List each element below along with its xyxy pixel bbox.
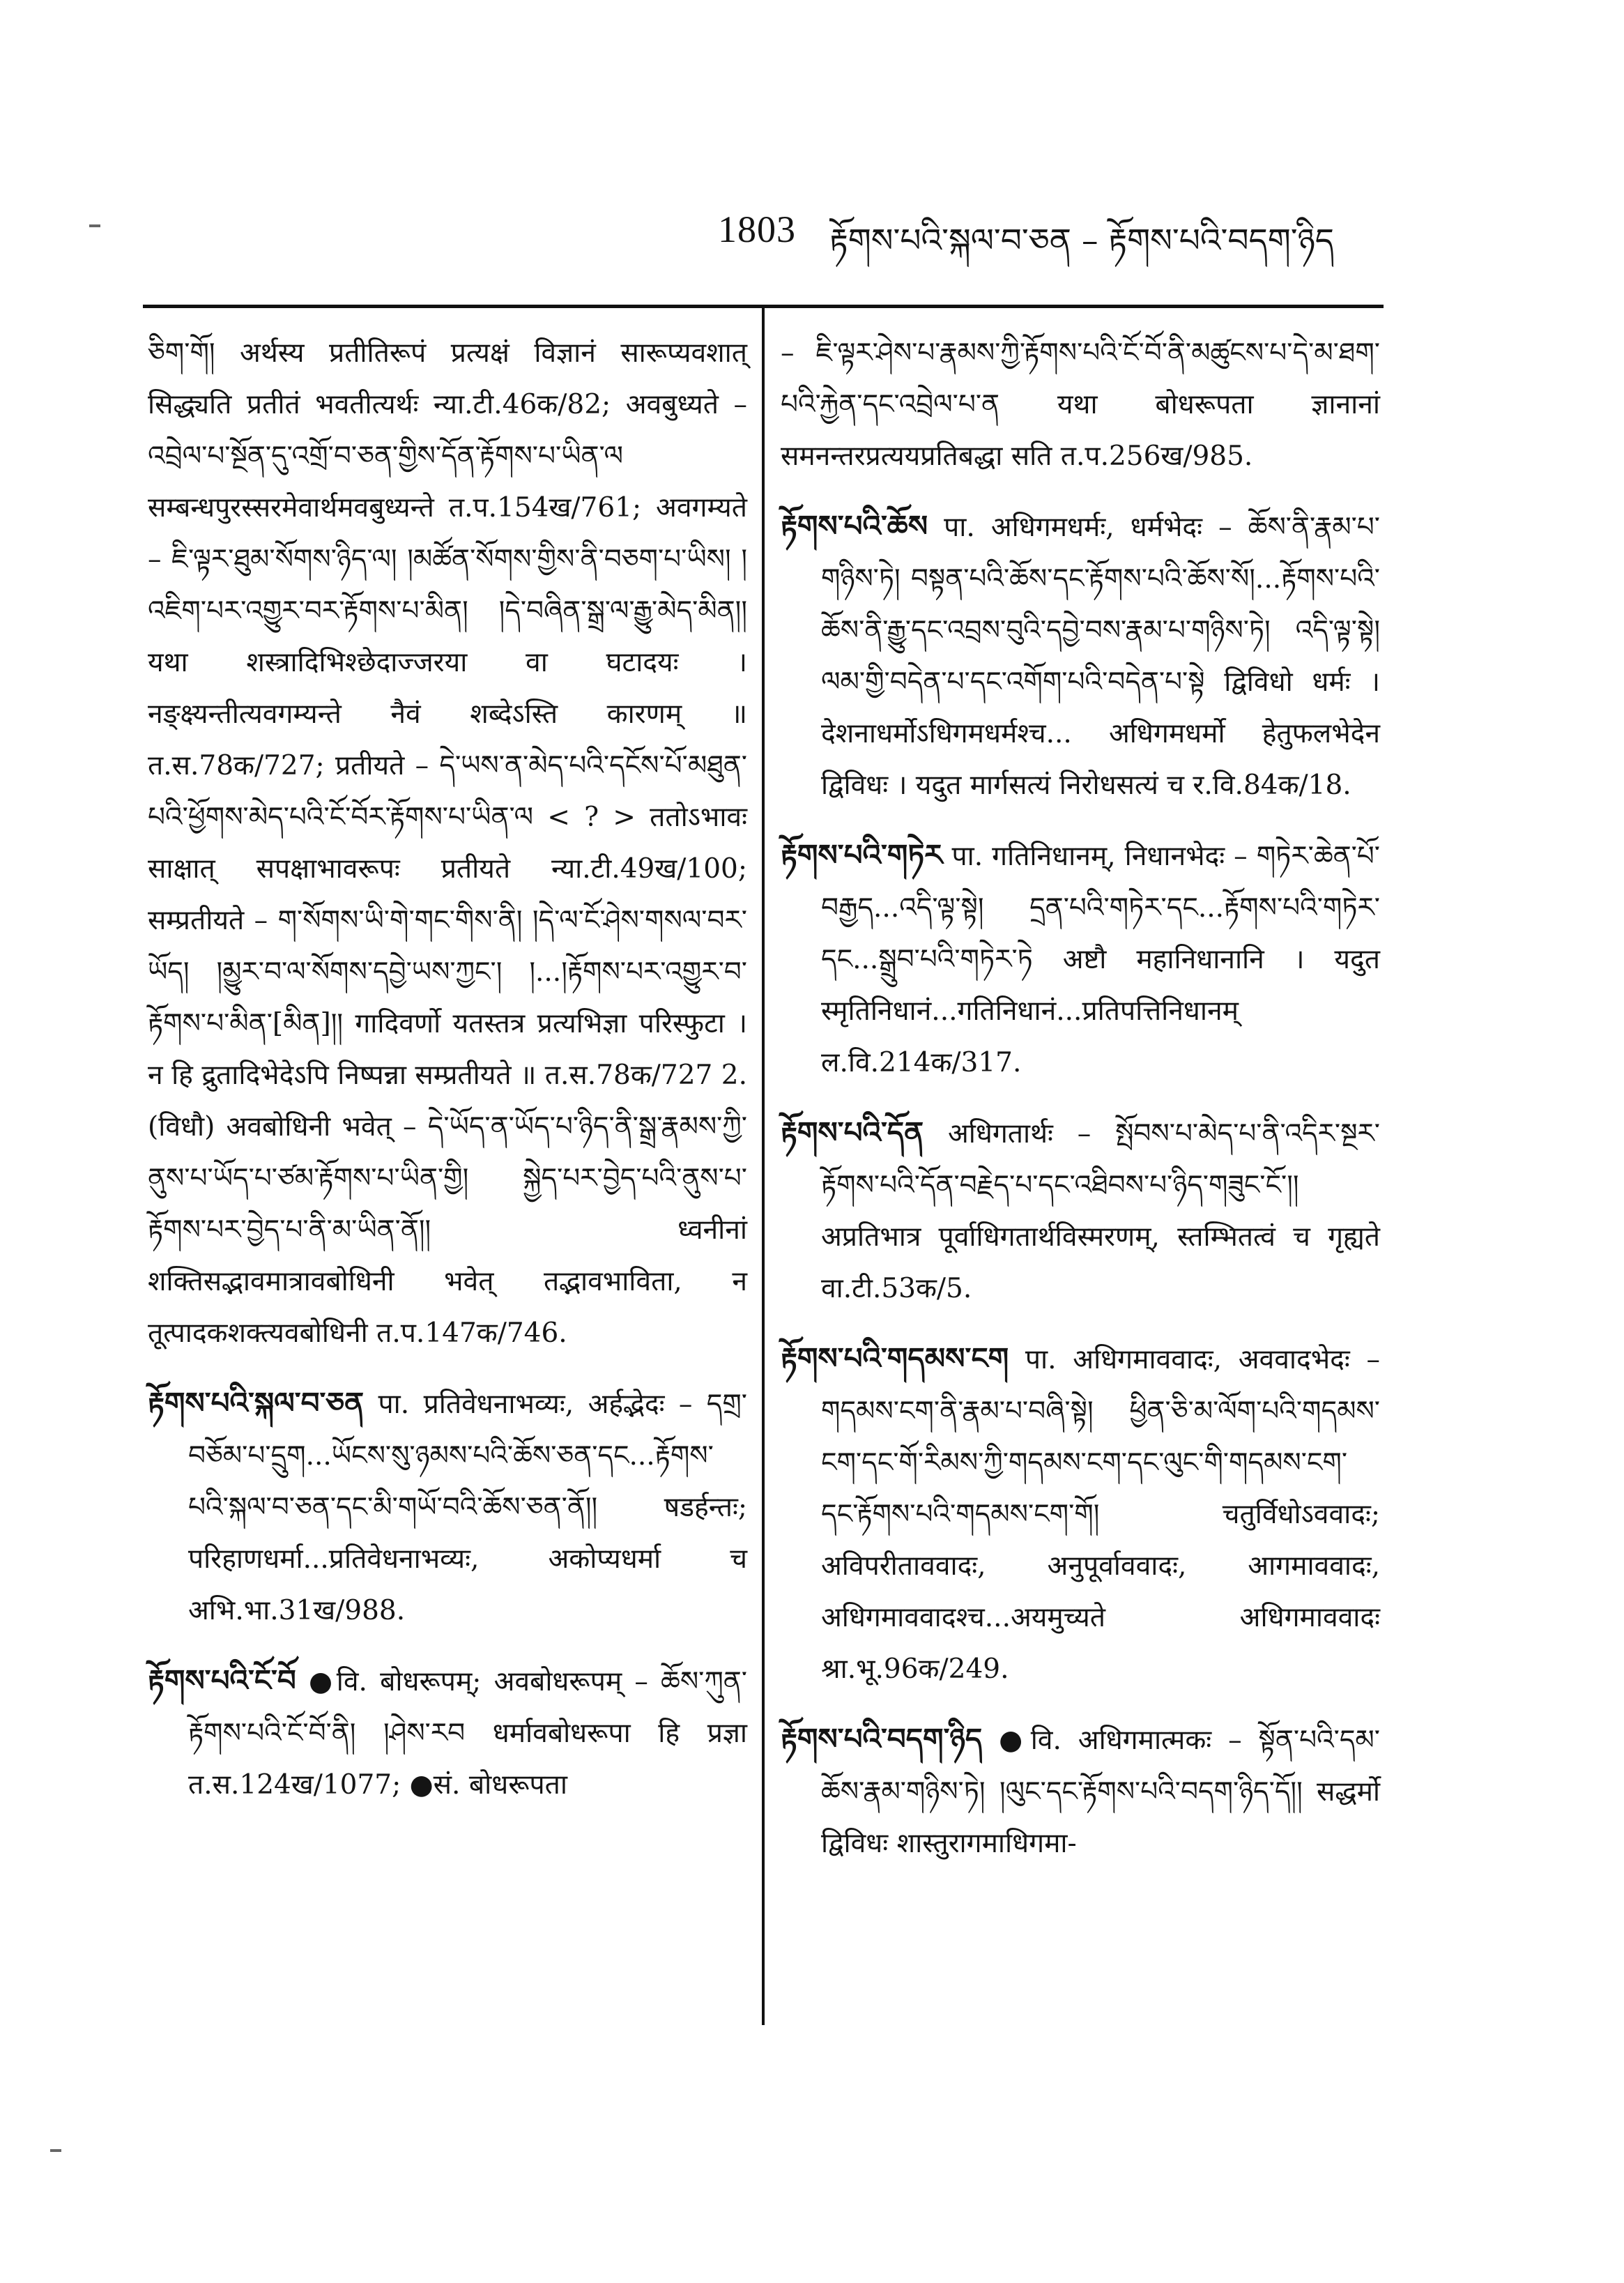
entry-text: पा. अधिगमाववादः, अववादभेदः – གདམས་ངག་ནི་རྣམ་པ་བཞི་སྟེ། ཕྱིན་ཅི་མ་ལོག་པའི་གདམས་ངག་དང་གོ་རིམས་ཀྱི་གདམས་ངག་དང་ལུང་གི་གདམས་ངག་དང་རྟོགས་པའི་གདམས་ངག་གོ། चतुर्विधोऽववादः; अविपरीताववादः, अनुपूर्वाववादः, आगमाववादः, अधिगमाववादश्च...अयमुच्यते अधिगमाववादः श्रा.भू.96क/249. [821, 1344, 1380, 1685]
dictionary-entry [148, 328, 747, 1359]
dictionary-entry [781, 1333, 1380, 1695]
left-column [148, 328, 747, 1829]
running-head: རྟོགས་པའི་སྐལ་བ་ཅན – རྟོགས་པའི་བདག་ཉིད [829, 222, 1335, 260]
entry-text: ●वि. बोधरूपम्; अवबोधरूपम् – ཆོས་ཀུན་རྟོགས་པའི་ངོ་བོ་ནི། །ཤེས་རབ धर्मावबोधरूपा हि प्रज्ञा त.स.124ख/1077; ●सं. बोधरूपता [188, 1666, 747, 1801]
dictionary-entry [781, 501, 1380, 811]
entry-headword: རྟོགས་པའི་ངོ་བོ [148, 1663, 296, 1697]
entry-headword: རྟོགས་པའི་གཏེར [781, 838, 943, 872]
dictionary-entry [781, 328, 1380, 482]
dictionary-entry [781, 1107, 1380, 1315]
entry-text: अधिगतार्थः – སྤོབས་པ་མེད་པ་ནི་འདིར་སྔར་རྟོགས་པའི་དོན་བརྗེད་པ་དང་འཐིབས་པ་ཉིད་གཟུང་ངོ་།། अप्रतिभात्र पूर्वाधिगतार्थविस्मरणम्, स्तम्भितत्वं च गृह्यते वा.टी.53क/5. [821, 1118, 1380, 1304]
entry-text: ●वि. अधिगमात्मकः – སྟོན་པའི་དམ་ཆོས་རྣམ་གཉིས་ཏེ། །ལུང་དང་རྟོགས་པའི་བདག་ཉིད་དོ།། सद्धर्मो द्विविधः शास्तुरागमाधिगमा- [821, 1725, 1380, 1859]
column-divider [762, 305, 765, 2025]
entry-text: पा. अधिगमधर्मः, धर्मभेदः – ཆོས་ནི་རྣམ་པ་གཉིས་ཏེ། བསྟན་པའི་ཆོས་དང་རྟོགས་པའི་ཆོས་སོ།...རྟོགས་པའི་ཆོས་ནི་རྒྱུ་དང་འབྲས་བུའི་དབྱེ་བས་རྣམ་པ་གཉིས་ཏེ། འདི་ལྟ་སྟེ། ལམ་གྱི་བདེན་པ་དང་འགོག་པའི་བདེན་པ་སྟེ द्विविधो धर्मः । देशनाधर्मोऽधिगमधर्मश्च... अधिगमधर्मो हेतुफलभेदेन द्विविधः । यदुत मार्गसत्यं निरोधसत्यं च र.वि.84क/18. [821, 512, 1380, 801]
dictionary-entry [781, 1713, 1380, 1870]
page-number: 1803 [718, 208, 796, 250]
entry-text: पा. प्रतिवेधनाभव्यः, अर्हद्भेदः – དགྲ་བཅོམ་པ་དྲུག...ཡོངས་སུ་ཉམས་པའི་ཆོས་ཅན་དང...རྟོགས་པའི་སྐལ་བ་ཅན་དང་མི་གཡོ་བའི་ཆོས་ཅན་ནོ།། षडर्हन्तः; परिहाणधर्मा...प्रतिवेधनाभव्यः, अकोप्यधर्मा च अभि.भा.31ख/988. [188, 1389, 747, 1626]
entry-headword: རྟོགས་པའི་ཆོས [781, 509, 928, 543]
entry-headword: རྟོགས་པའི་སྐལ་བ་ཅན [148, 1386, 365, 1420]
entry-headword: རྟོགས་པའི་དོན [781, 1115, 924, 1150]
scan-speck [50, 2149, 61, 2152]
entry-headword: རྟོགས་པའི་གདམས་ངག [781, 1341, 1009, 1375]
entry-text: ཅིག་གོ། अर्थस्य प्रतीतिरूपं प्रत्यक्षं विज्ञानं सारूप्यवशात् सिद्ध्यति प्रतीतं भवतीत्यर्थः न्या.टी.46क/82; अवबुध्यते – འབྲེལ་པ་སྔོན་དུ་འགྲོ་བ་ཅན་གྱིས་དོན་རྟོགས་པ་ཡིན་ལ सम्बन्धपुरस्सरमेवार्थमवबुध्यन्ते त.प.154ख/761; अवगम्यते – ཇི་ལྟར་ཐུམ་སོགས་ཉིད་ལ། །མཚོན་སོགས་གྱིས་ནི་བཅག་པ་ཡིས། །འཇིག་པར་འགྱུར་བར་རྟོགས་པ་མིན། །དེ་བཞིན་སྒྲ་ལ་རྒྱུ་མེད་མིན།། यथा शस्त्रादिभिश्छेदाज्जरया वा घटादयः । नङ्क्ष्यन्तीत्यवगम्यन्ते नैवं शब्देऽस्ति कारणम् ॥ त.स.78क/727; प्रतीयते – དེ་ཡས་ན་མེད་པའི་དངོས་པོ་མཐུན་པའི་ཕྱོགས་མེད་པའི་ངོ་བོར་རྟོགས་པ་ཡིན་ལ < ? > ततोऽभावः साक्षात् सपक्षाभावरूपः प्रतीयते न्या.टी.49ख/100; सम्प्रतीयते – ག་སོགས་ཡི་གེ་གང་གིས་ནི། །དེ་ལ་ངོ་ཤེས་གསལ་བར་ཡོད། །མྱུར་བ་ལ་སོགས་དབྱེ་ཡས་ཀྱང་། །...།རྟོགས་པར་འགྱུར་བ་རྟོགས་པ་མིན་[མིན]།། गादिवर्णो यतस्तत्र प्रत्यभिज्ञा परिस्फुटा । न हि द्रुतादिभेदेऽपि निष्पन्ना सम्प्रतीयते ॥ त.स.78क/727 2. (विधौ) अवबोधिनी भवेत् – དེ་ཡོད་ན་ཡོད་པ་ཉིད་ནི་སྒྲ་རྣམས་ཀྱི་ནུས་པ་ཡོད་པ་ཙམ་རྟོགས་པ་ཡིན་གྱི། སྐྱེད་པར་བྱེད་པའི་ནུས་པ་རྟོགས་པར་བྱེད་པ་ནི་མ་ཡིན་ནོ།། ध्वनीनां शक्तिसद्भावमात्रावबोधिनी भवेत् तद्भावभाविता, न तूत्पादकशक्त्यवबोधिनी त.प.147क/746. [148, 337, 747, 1349]
entry-headword: རྟོགས་པའི་བདག་ཉིད [781, 1722, 983, 1756]
dictionary-entry [148, 1377, 747, 1637]
entry-text: पा. गतिनिधानम्, निधानभेदः – གཏེར་ཆེན་པོ་བརྒྱད...འདི་ལྟ་སྟེ། དྲན་པའི་གཏེར་དང...རྟོགས་པའི་གཏེར་དང...སྒྲུབ་པའི་གཏེར་ཏེ अष्टौ महानिधानानि । यदुत स्मृतिनिधानं...गतिनिधानं...प्रतिपत्तिनिधानम् ल.वि.214क/317. [821, 841, 1380, 1078]
right-column [781, 328, 1380, 1888]
entry-text: – ཇི་ལྟར་ཤེས་པ་རྣམས་ཀྱི་རྟོགས་པའི་ངོ་བོ་ནི་མཚུངས་པ་དེ་མ་ཐག་པའི་རྐྱེན་དང་འབྲེལ་པ་ན यथा बोधरूपता ज्ञानानां समनन्तरप्रत्ययप्रतिबद्धा सति त.प.256ख/985. [781, 337, 1380, 472]
scan-speck [89, 224, 100, 227]
dictionary-entry [148, 1655, 747, 1811]
dictionary-entry [781, 830, 1380, 1089]
